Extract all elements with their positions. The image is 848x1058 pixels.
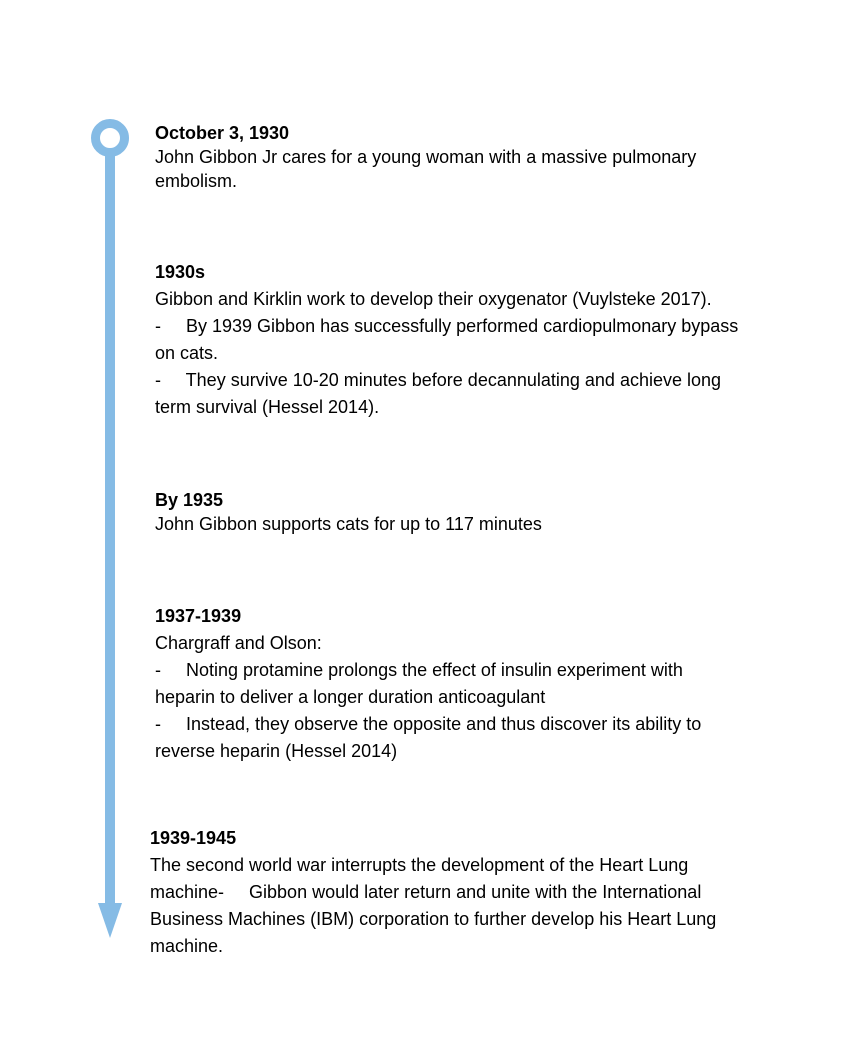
event-text: machine. — [150, 936, 224, 956]
event-date: 1937-1939 — [155, 606, 242, 626]
timeline-event — [155, 121, 696, 193]
event-text: - Instead, they observe the opposite and thus discover its ability to — [155, 714, 702, 734]
event-text: Chargraff and Olson: — [155, 633, 322, 653]
timeline-event — [155, 259, 738, 421]
event-date: October 3, 1930 — [155, 123, 290, 143]
timeline-start-circle-icon — [96, 124, 125, 153]
event-text: John Gibbon supports cats for up to 117 minutes — [155, 514, 542, 534]
event-text: reverse heparin (Hessel 2014) — [155, 741, 398, 761]
event-date: By 1935 — [155, 490, 224, 510]
timeline-event — [155, 603, 701, 765]
timeline-event — [150, 826, 716, 960]
event-text: - They survive 10-20 minutes before decannulating and achieve long — [155, 370, 722, 390]
timeline-event — [155, 488, 542, 536]
event-text: heparin to deliver a longer duration anticoagulant — [155, 687, 546, 707]
event-text: The second world war interrupts the development of the Heart Lung — [150, 855, 689, 875]
event-text: John Gibbon Jr cares for a young woman with a massive pulmonary — [155, 147, 697, 167]
event-text: Gibbon and Kirklin work to develop their oxygenator (Vuylsteke 2017). — [155, 289, 712, 309]
event-text: term survival (Hessel 2014). — [155, 397, 380, 417]
event-text: - By 1939 Gibbon has successfully performed cardiopulmonary bypass — [155, 316, 739, 336]
event-text: machine- Gibbon would later return and unite with the International — [150, 882, 702, 902]
event-date: 1939-1945 — [150, 828, 237, 848]
event-text: embolism. — [155, 171, 238, 191]
event-date: 1930s — [155, 262, 206, 282]
event-text: - Noting protamine prolongs the effect of insulin experiment with — [155, 660, 683, 680]
event-text: on cats. — [155, 343, 219, 363]
event-text: Business Machines (IBM) corporation to further develop his Heart Lung — [150, 909, 717, 929]
timeline-arrow-head-icon — [98, 903, 122, 938]
